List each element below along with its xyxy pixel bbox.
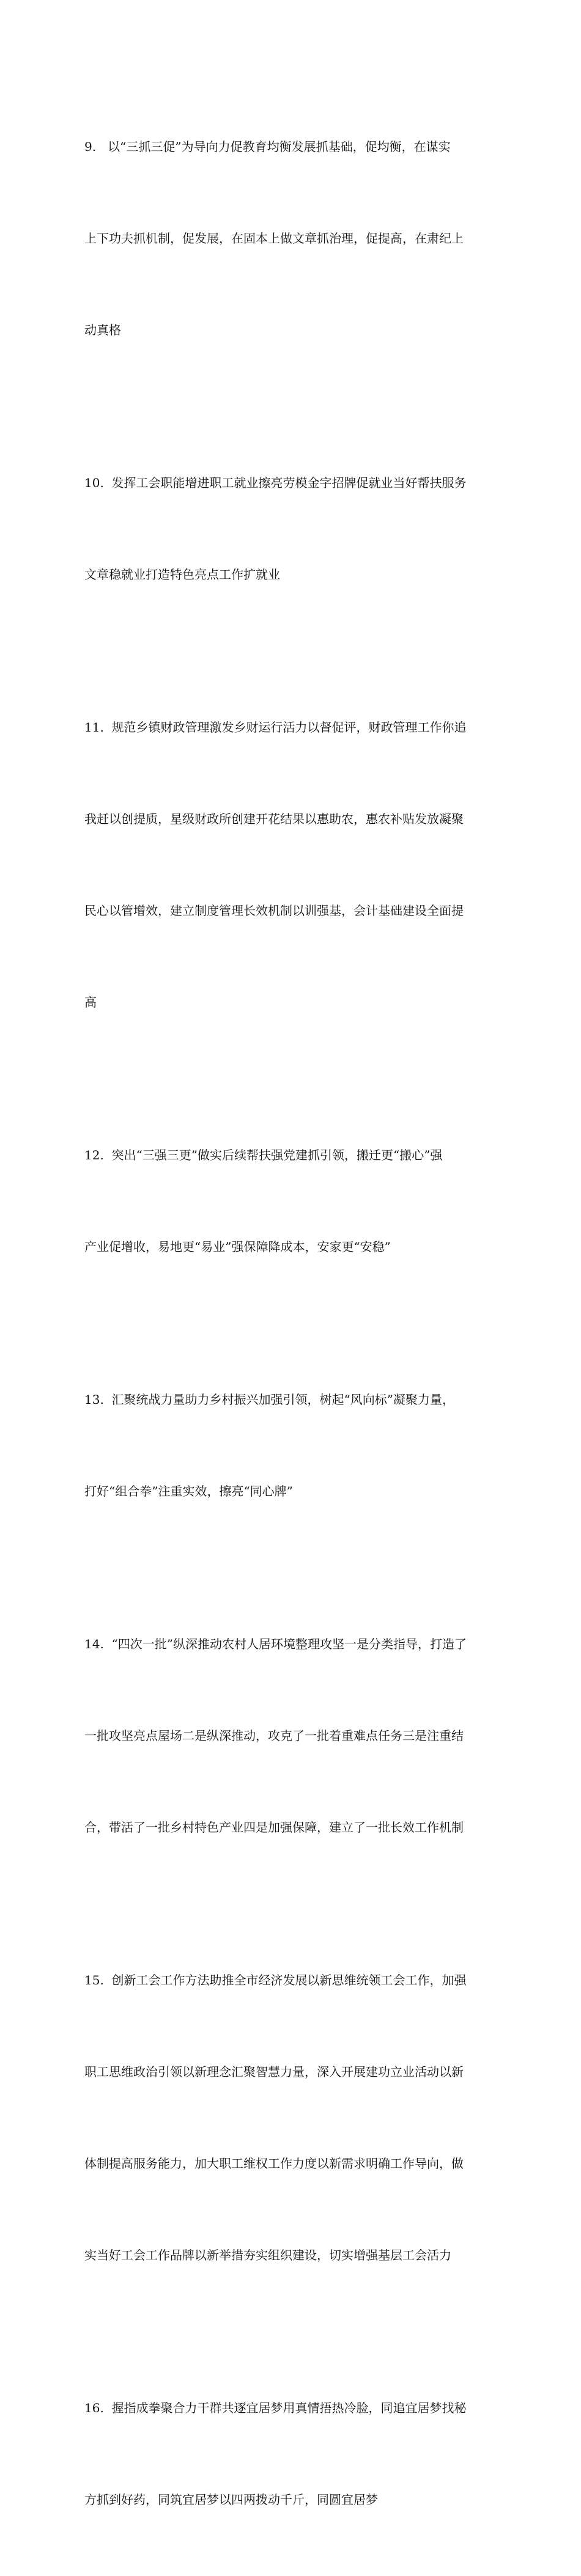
list-item-11 <box>84 651 493 1079</box>
text-line: 我赶以创提质，星级财政所创建开花结果以惠助农，惠农补贴发放凝聚 <box>84 812 464 826</box>
text-line: 民心以管增效，建立制度管理长效机制以训强基，会计基础建设全面提 <box>84 903 464 918</box>
list-item-13 <box>84 1323 493 1568</box>
text-line: 合，带活了一批乡村特色产业四是加强保障，建立了一批长效工作机制 <box>84 1820 464 1835</box>
text-line: 11. 规范乡镇财政管理激发乡财运行活力以督促评，财政管理工作你追 <box>84 720 467 735</box>
text-line: 10. 发挥工会职能增进职工就业擦亮劳模金字招牌促就业当好帮扶服务 <box>84 475 467 490</box>
text-line: 体制提高服务能力，加大职工维权工作力度以新需求明确工作导向，做 <box>84 2156 464 2171</box>
text-line: 15. 创新工会工作方法助推全市经济发展以新思维统领工会工作，加强 <box>84 1973 467 1987</box>
list-item-14 <box>84 1568 493 1904</box>
text-line: 16. 握指成拳聚合力干群共逐宜居梦用真情捂热冷脸，同追宜居梦找秘 <box>84 2401 467 2415</box>
text-line: 一批攻坚亮点屋场二是纵深推动，攻克了一批着重难点任务三是注重结 <box>84 1728 464 1743</box>
list-item-16 <box>84 2332 493 2576</box>
text-line: 上下功夫抓机制，促发展，在固本上做文章抓治理，促提高，在肃纪上 <box>84 231 464 246</box>
list-item-15 <box>84 1904 493 2332</box>
text-line: 动真格 <box>84 323 121 337</box>
list-item-10 <box>84 406 493 651</box>
text-line: 高 <box>84 995 97 1010</box>
document-page <box>84 70 493 2576</box>
text-line: 14. “四次一批”纵深推动农村人居环境整理攻坚一是分类指导，打造了 <box>84 1637 467 1651</box>
text-line: 文章稳就业打造特色亮点工作扩就业 <box>84 567 280 582</box>
text-line: 13. 汇聚统战力量助力乡村振兴加强引领，树起“风向标”凝聚力量， <box>84 1392 454 1407</box>
text-line: 12. 突出“三强三更”做实后续帮扶强党建抓引领，搬迁更“搬心”强 <box>84 1148 443 1162</box>
text-line: 9. 以“三抓三促”为导向力促教育均衡发展抓基础，促均衡，在谋实 <box>84 139 451 154</box>
text-line: 职工思维政治引领以新理念汇聚智慧力量，深入开展建功立业活动以新 <box>84 2064 464 2079</box>
list-item-9 <box>84 70 493 406</box>
text-line: 产业促增收，易地更“易业”强保障降成本，安家更“安稳” <box>84 1239 391 1254</box>
text-line: 方抓到好药，同筑宜居梦以四两拨动千斤，同圆宜居梦 <box>84 2492 378 2507</box>
text-line: 打好“组合拳”注重实效，擦亮“同心牌” <box>84 1484 293 1499</box>
text-line: 实当好工会工作品牌以新举措夯实组织建设，切实增强基层工会活力 <box>84 2248 451 2262</box>
list-item-12 <box>84 1079 493 1323</box>
